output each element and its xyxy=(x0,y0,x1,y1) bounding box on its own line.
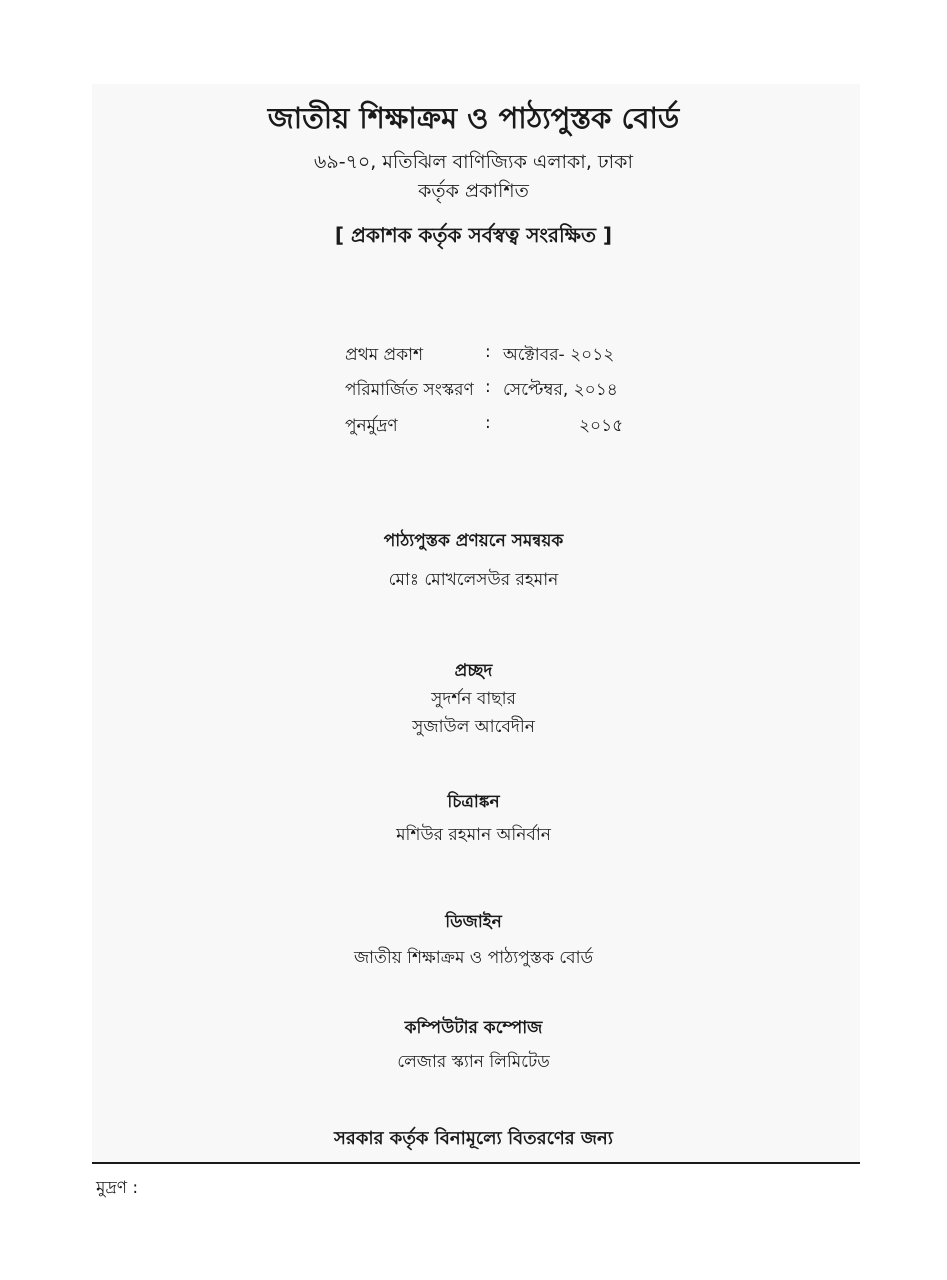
edition-value: অক্টোবর- ২০১২ xyxy=(503,345,615,365)
cover-artist: সুজাউল আবেদীন xyxy=(412,717,535,737)
cover-artist: সুদর্শন বাছার xyxy=(431,689,516,709)
distribution-notice: সরকার কর্তৃক বিনামূল্যে বিতরণের জন্য xyxy=(334,1128,613,1149)
publisher-title: জাতীয় শিক্ষাক্রম ও পাঠ্যপুস্তক বোর্ড xyxy=(267,101,680,135)
edition-label: প্রথম প্রকাশ xyxy=(345,345,424,365)
illustrator-name: মশিউর রহমান অনির্বান xyxy=(396,825,551,845)
coordinator-name: মোঃ মোখলেসউর রহমান xyxy=(388,570,559,590)
edition-value: সেপ্টেম্বর, ২০১৪ xyxy=(503,380,618,400)
edition-colon: : xyxy=(485,342,491,362)
designer-name: জাতীয় শিক্ষাক্রম ও পাঠ্যপুস্তক বোর্ড xyxy=(353,948,594,968)
illustration-heading: চিত্রাঙ্কন xyxy=(447,792,500,812)
rights-notice: [ প্রকাশক কর্তৃক সর্বস্বত্ব সংরক্ষিত ] xyxy=(334,223,613,247)
edition-colon: : xyxy=(485,377,491,397)
cover-heading: প্রচ্ছদ xyxy=(454,661,493,681)
published-by: কর্তৃক প্রকাশিত xyxy=(418,180,529,202)
coordinator-heading: পাঠ্যপুস্তক প্রণয়নে সমন্বয়ক xyxy=(383,531,564,551)
publisher-address: ৬৯-৭০, মতিঝিল বাণিজ্যিক এলাকা, ঢাকা xyxy=(314,151,633,173)
edition-label: পরিমার্জিত সংস্করণ xyxy=(345,380,474,400)
design-heading: ডিজাইন xyxy=(445,912,502,932)
printing-label: মুদ্রণ : xyxy=(96,1178,139,1198)
edition-label: পুনর্মুদ্রণ xyxy=(345,416,398,436)
edition-value: ২০১৫ xyxy=(579,416,624,436)
compose-heading: কম্পিউটার কম্পোজ xyxy=(404,1018,543,1038)
composer-name: লেজার স্ক্যান লিমিটেড xyxy=(397,1052,550,1072)
edition-colon: : xyxy=(485,413,491,433)
footer-divider xyxy=(92,1162,860,1164)
